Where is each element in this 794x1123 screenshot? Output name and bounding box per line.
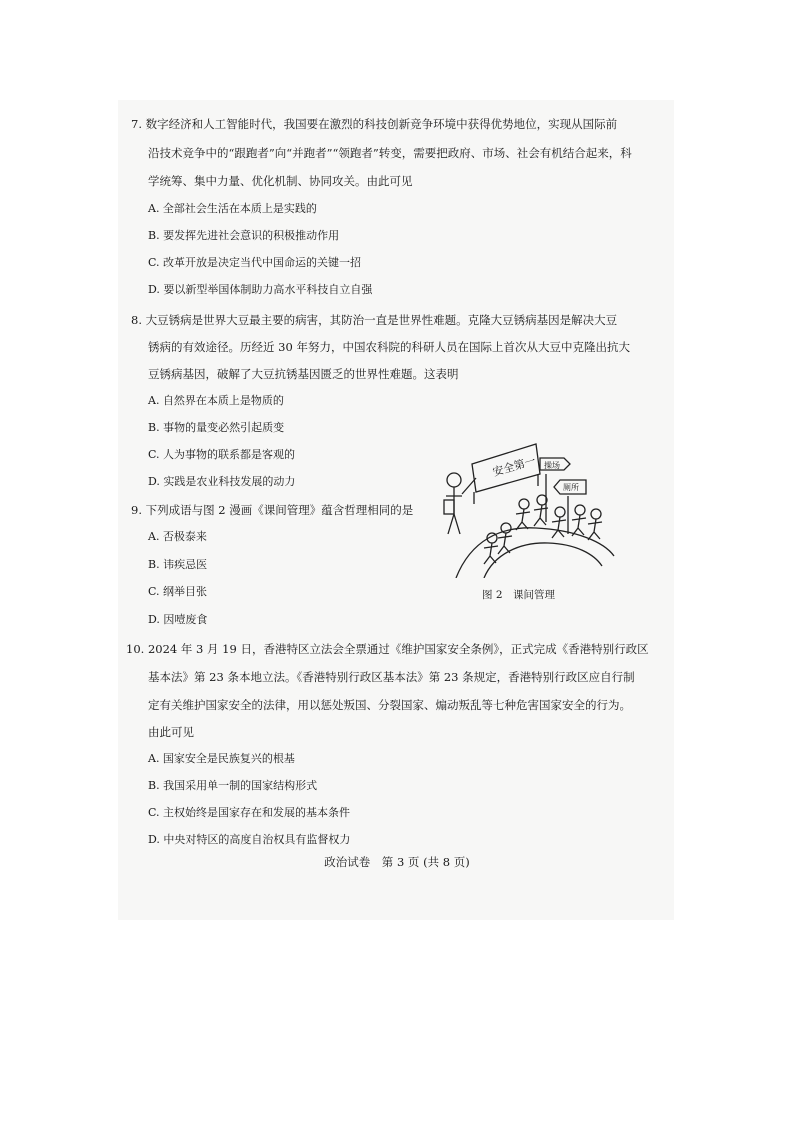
q9-option-d: D. 因噎废食 [148, 613, 208, 626]
q10-stem-line-1: 10. 2024 年 3 月 19 日，香港特区立法会全票通过《维护国家安全条例》，正式完成《香港特别行政区 [126, 642, 649, 656]
board-text: 安全第一 [491, 454, 538, 479]
q7-option-c: C. 改革开放是决定当代中国命运的关键一招 [148, 256, 362, 269]
cartoon-figure [436, 430, 616, 578]
cartoon-illustration [436, 430, 616, 578]
q8-option-b: B. 事物的量变必然引起质变 [148, 421, 285, 434]
q10-stem-line-2: 基本法》第 23 条本地立法。《香港特别行政区基本法》第 23 条规定，香港特别行政区应自行制 [148, 670, 635, 684]
q10-option-a: A. 国家安全是民族复兴的根基 [148, 752, 295, 765]
q8-option-a: A. 自然界在本质上是物质的 [148, 394, 284, 407]
q10-option-c: C. 主权始终是国家存在和发展的基本条件 [148, 806, 351, 819]
q7-stem-line-3: 学统筹、集中力量、优化机制、协同攻关。由此可见 [148, 174, 413, 188]
page-footer: 政治试卷 第 3 页 (共 8 页) [324, 855, 470, 869]
q8-option-d: D. 实践是农业科技发展的动力 [148, 475, 296, 488]
q8-stem-line-2: 锈病的有效途径。历经近 30 年努力，中国农科院的科研人员在国际上首次从大豆中克隆出抗大 [148, 340, 630, 354]
q8-stem-line-1: 8. 大豆锈病是世界大豆最主要的病害，其防治一直是世界性难题。克隆大豆锈病基因是解决大豆 [131, 313, 618, 327]
q9-option-c: C. 纲举目张 [148, 585, 208, 598]
sign-toilet: 厕所 [563, 483, 579, 492]
q10-stem-line-4: 由此可见 [148, 725, 194, 739]
q7-stem-line-1: 7. 数字经济和人工智能时代，我国要在激烈的科技创新竞争环境中获得优势地位，实现从国际前 [131, 117, 618, 131]
q7-option-d: D. 要以新型举国体制助力高水平科技自立自强 [148, 283, 373, 296]
q9-option-a: A. 否极泰来 [148, 530, 207, 543]
sign-playground: 操场 [544, 461, 560, 470]
q8-option-c: C. 人为事物的联系都是客观的 [148, 448, 296, 461]
q10-stem-line-3: 定有关维护国家安全的法律，用以惩处叛国、分裂国家、煽动叛乱等七种危害国家安全的行为。 [148, 698, 631, 712]
q9-stem-line-1: 9. 下列成语与图 2 漫画《课间管理》蕴含哲理相同的是 [131, 503, 414, 517]
figure-caption: 图 2 课间管理 [482, 589, 556, 601]
q8-stem-line-3: 豆锈病基因，破解了大豆抗锈基因匮乏的世界性难题。这表明 [148, 367, 459, 381]
q9-option-b: B. 讳疾忌医 [148, 558, 208, 571]
q7-option-a: A. 全部社会生活在本质上是实践的 [148, 202, 317, 215]
q7-stem-line-2: 沿技术竞争中的“跟跑者”向“并跑者”“领跑者”转变，需要把政府、市场、社会有机结合起来，科 [148, 146, 632, 160]
q10-option-d: D. 中央对特区的高度自治权具有监督权力 [148, 833, 351, 846]
q7-option-b: B. 要发挥先进社会意识的积极推动作用 [148, 229, 340, 242]
q10-option-b: B. 我国采用单一制的国家结构形式 [148, 779, 318, 792]
